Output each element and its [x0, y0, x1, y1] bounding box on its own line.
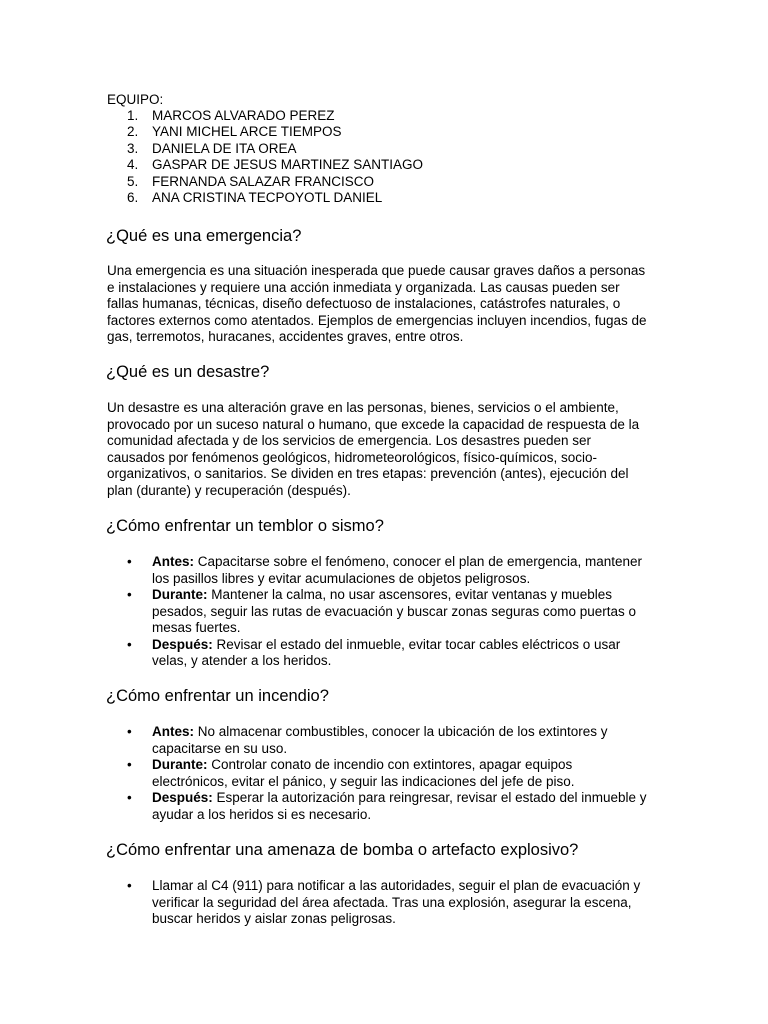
bullet-icon: • — [127, 878, 132, 893]
paragraph-line: plan (durante) y recuperación (después). — [107, 482, 351, 498]
bullet-icon: • — [127, 636, 132, 652]
bullet-list-bomba — [107, 878, 640, 928]
bullet-icon: • — [127, 790, 132, 805]
paragraph-line: comunidad afectada y de los servicios de emergencia. Los desastres pueden ser — [107, 433, 592, 448]
item-text: ayudar a los heridos si es necesario. — [152, 806, 372, 822]
item-text: velas, y atender a los heridos. — [152, 653, 332, 668]
list-item — [107, 554, 642, 587]
bullet-list-incendio — [107, 724, 647, 823]
paragraph-line: Una emergencia es una situación inesperada que puede causar graves daños a personas — [107, 263, 646, 278]
item-text: pesados, seguir las rutas de evacuación y buscar zonas seguras como puertas o — [152, 603, 637, 619]
list-number: 5. — [127, 173, 139, 189]
paragraph-desastre — [107, 400, 639, 499]
list-item — [107, 878, 640, 928]
paragraph-line: Un desastre es una alteración grave en las personas, bienes, servicios o el ambiente, — [107, 400, 619, 415]
item-text: mesas fuertes. — [152, 620, 241, 635]
paragraph-line: organizativos, o sanitarios. Se dividen en tres etapas: prevención (antes), ejecución del — [107, 466, 629, 481]
heading-incendio: ¿Cómo enfrentar un incendio? — [106, 687, 329, 705]
member-name: GASPAR DE JESUS MARTINEZ SANTIAGO — [152, 157, 424, 173]
list-number: 2. — [127, 124, 139, 140]
list-item — [107, 724, 647, 757]
heading-emergencia: ¿Qué es una emergencia? — [106, 227, 302, 245]
list-number: 1. — [127, 108, 139, 123]
heading-sismo: ¿Cómo enfrentar un temblor o sismo? — [106, 517, 384, 535]
bullet-list-sismo — [107, 554, 642, 670]
list-number: 6. — [127, 189, 139, 205]
list-item — [107, 757, 647, 790]
paragraph-line: causados por fenómenos geológicos, hidrometeorológicos, físico-químicos, socio- — [107, 449, 598, 465]
item-label: Durante: — [152, 587, 208, 602]
team-label: EQUIPO: — [107, 92, 164, 107]
item-text: Controlar conato de incendio con extintores, apagar equipos — [207, 757, 573, 772]
paragraph-line: factores externos como atentados. Ejemplos de emergencias incluyen incendios, fugas de — [107, 312, 647, 328]
member-name: FERNANDA SALAZAR FRANCISCO — [152, 173, 375, 189]
member-name: YANI MICHEL ARCE TIEMPOS — [152, 124, 342, 140]
item-label: Antes: — [152, 724, 195, 739]
heading-desastre: ¿Qué es un desastre? — [106, 363, 270, 381]
item-text: electrónicos, evitar el pánico, y seguir las indicaciones del jefe de piso. — [152, 773, 575, 789]
item-text: Llamar al C4 (911) para notificar a las autoridades, seguir el plan de evacuación y — [152, 878, 641, 893]
item-text: Mantener la calma, no usar ascensores, evitar ventanas y muebles — [207, 587, 612, 602]
list-item — [107, 637, 642, 670]
item-text: verificar la seguridad del área afectada. Tras una explosión, asegurar la escena, — [152, 894, 632, 910]
paragraph-line: provocado por un suceso natural o humano, que excede la capacidad de respuesta de la — [107, 416, 640, 432]
item-label: Antes: — [152, 554, 195, 569]
item-label: Después: — [152, 636, 213, 652]
item-text: Esperar la autorización para reingresar, revisar el estado del inmueble y — [212, 790, 647, 805]
item-text: los pasillos libres y evitar acumulaciones de objetos peligrosos. — [152, 570, 531, 586]
bullet-icon: • — [127, 757, 132, 772]
bullet-icon: • — [127, 587, 132, 602]
list-item — [107, 587, 642, 637]
list-number: 4. — [127, 157, 139, 173]
item-text: No almacenar combustibles, conocer la ubicación de los extintores y — [194, 724, 608, 739]
bullet-icon: • — [127, 724, 132, 739]
item-label: Durante: — [152, 757, 208, 772]
paragraph-line: e instalaciones y requiere una acción inmediata y organizada. Las causas pueden ser — [107, 279, 620, 295]
item-text: Capacitarse sobre el fenómeno, conocer el plan de emergencia, mantener — [194, 554, 643, 569]
paragraph-line: fallas humanas, técnicas, diseño defectuoso de instalaciones, catástrofes naturales, o — [107, 296, 621, 311]
list-item — [107, 790, 647, 823]
item-text: buscar heridos y aislar zonas peligrosas. — [152, 911, 396, 926]
item-text: capacitarse en su uso. — [152, 740, 288, 756]
member-name: DANIELA DE ITA OREA — [152, 140, 297, 156]
member-name: ANA CRISTINA TECPOYOTL DANIEL — [152, 189, 383, 205]
item-text: Revisar el estado del inmueble, evitar tocar cables eléctricos o usar — [212, 636, 621, 652]
bullet-icon: • — [127, 554, 132, 569]
heading-bomba: ¿Cómo enfrentar una amenaza de bomba o artefacto explosivo? — [106, 841, 579, 859]
item-label: Después: — [152, 790, 213, 805]
paragraph-emergencia — [107, 263, 647, 346]
member-name: MARCOS ALVARADO PEREZ — [152, 108, 335, 123]
paragraph-line: gas, terremotos, huracanes, accidentes graves, entre otros. — [107, 329, 464, 344]
list-number: 3. — [127, 140, 139, 156]
